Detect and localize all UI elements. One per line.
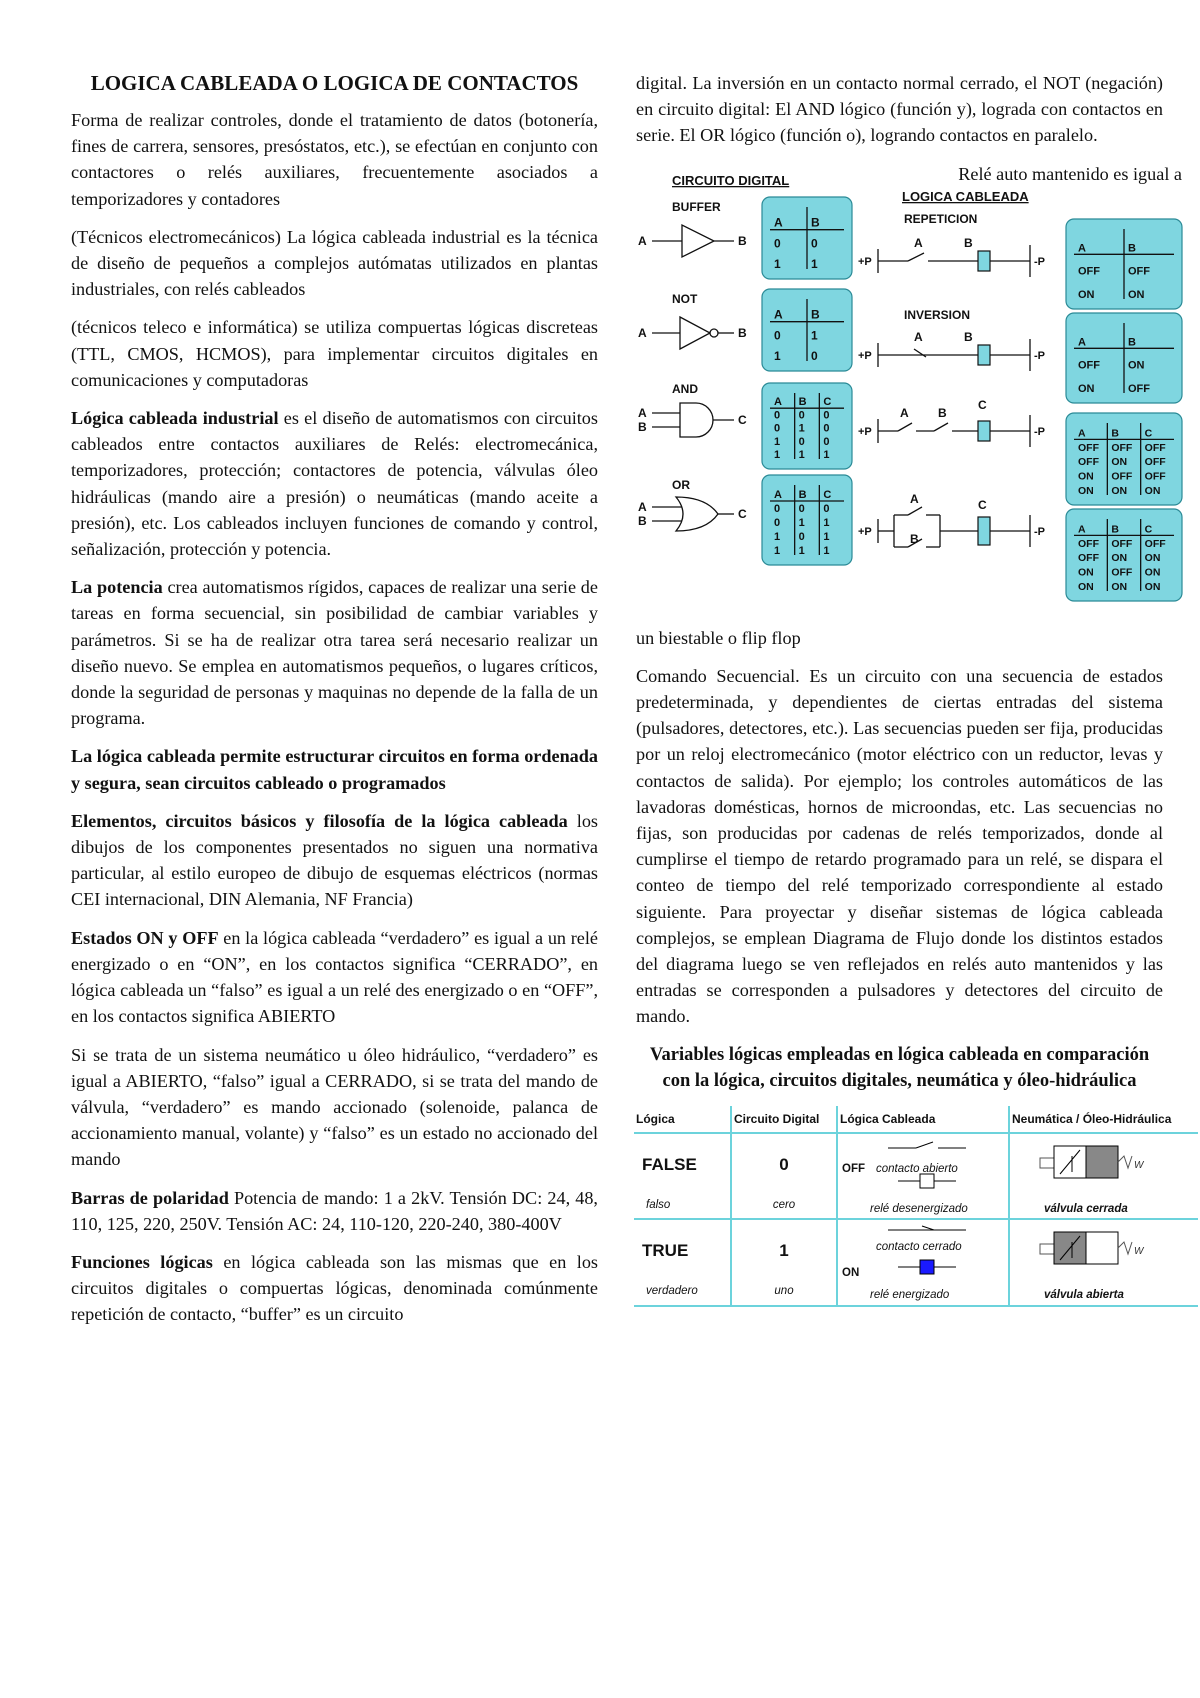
contact-b — [934, 423, 948, 431]
truth-cell: 1 — [774, 448, 781, 461]
truth-cell: 0 — [774, 516, 781, 529]
bold-lead: Elementos, circuitos básicos y filosofía de la lógica cableada — [71, 810, 568, 831]
paragraph: Barras de polaridad Potencia de mando: 1 a 2kV. Tensión DC: 24, 48, 110, 125, 220, 250V. Tensión AC: 24, 110-120, 220-240, 380-400V — [71, 1187, 598, 1234]
truth-cell: 1 — [823, 544, 830, 557]
header-neumatica: Neumática / Óleo-Hidráulica — [1009, 1106, 1198, 1133]
input-label: A — [638, 499, 647, 514]
plus-pole: +P — [858, 255, 872, 268]
truth-cell: ON — [1128, 359, 1145, 372]
paragraph — [71, 743, 598, 795]
truth-cell: 0 — [823, 435, 830, 448]
truth-cell: 1 — [823, 448, 830, 461]
truth-cell: A — [1078, 523, 1086, 536]
paragraph: Funciones lógicas en lógica cableada son las mismas que en los circuitos digitales o compuertas lógicas, denominada comúnmente repetición de contacto, “buffer” es un circuito — [71, 1251, 598, 1325]
bold-lead: Funciones lógicas — [71, 1251, 213, 1272]
truth-cell: 1 — [798, 544, 805, 557]
truth-cell: B — [1111, 523, 1119, 536]
output-label: C — [738, 412, 747, 427]
paragraph: Estados ON y OFF en la lógica cableada “verdadero” es igual a un relé energizado o en “ON”, en los contactos significa “CERRADO”, en lógica cableada un “falso” es igual a un relé des energizado o en “OFF”, en los contactos significa ABIERTO — [71, 927, 599, 1027]
relay-coil — [978, 251, 990, 271]
truth-cell: ON — [1111, 484, 1128, 497]
paragraph: Lógica cableada industrial es el diseño de automatismos con circuitos cableados entre contactos auxiliares de Relés: electromecánica, temporizadores, protección; contactores de potencia, válvulas óleo hidráulicas (mando aire a presión) o neumáticas (mando aceite a presión), etc. Los cableados incluyen funciones de comando y control, señalización, protección y potencia. — [71, 408, 598, 560]
input-label: B — [638, 419, 647, 434]
bold-lead: Lógica cableada industrial — [71, 408, 279, 429]
truth-cell: B — [1111, 427, 1119, 440]
truth-cell: 0 — [774, 409, 781, 422]
right-column — [636, 70, 1182, 1307]
truth-cell: 0 — [774, 235, 781, 250]
output-label: B — [738, 233, 747, 248]
gate-label: BUFFER — [672, 199, 721, 214]
contact-a — [908, 507, 922, 515]
truth-cell: A — [1078, 241, 1086, 254]
truth-cell: 1 — [774, 544, 781, 557]
truth-cell: OFF — [1111, 566, 1133, 579]
truth-cell: 0 — [798, 502, 805, 515]
plus-pole: +P — [858, 349, 872, 362]
truth-cell: C — [823, 395, 832, 408]
svg-text:W: W — [1134, 1159, 1144, 1171]
relay-coil — [978, 517, 990, 545]
paragraph: (técnicos teleco e informática) se utiliza compuertas lógicas discreteas (TTL, CMOS, HCMOS), para implementar circuitos digitales en comunicaciones y computadoras — [71, 317, 598, 390]
circuito-digital-heading: CIRCUITO DIGITAL — [672, 172, 790, 188]
header-digital: Circuito Digital — [731, 1106, 837, 1133]
coil-label: B — [964, 235, 973, 250]
paragraph: digital. La inversión en un contacto normal cerrado, el NOT (negación) en circuito digital: El AND lógico (función y), lograda con contactos en serie. El OR lógico (función o), logrando contactos en paralelo. — [636, 73, 1163, 146]
truth-cell: OFF — [1111, 441, 1133, 454]
paragraph: La potencia crea automatismos rígidos, capaces de realizar una serie de tareas en forma secuencial, sin posibilidad de cambiar variables y parámetros. Si se ha de realizar otra tarea será necesario realizar un diseño nuevo. Se emplea en automatismos pequeños, o lugares críticos, donde la seguridad de personas y maquinas no depende de la falla de un programa. — [71, 577, 598, 729]
or-gate — [676, 497, 718, 531]
paragraph: (Técnicos electromecánicos) La lógica cableada industrial es la técnica de diseño de pequeños a complejos autómatas utilizados en plantas industriales, con relés cableados — [71, 226, 598, 300]
truth-cell: ON — [1144, 484, 1161, 497]
truth-cell: OFF — [1078, 359, 1100, 372]
truth-cell: ON — [1111, 455, 1128, 468]
input-label: B — [638, 513, 647, 528]
truth-cell: 0 — [811, 235, 818, 250]
and-gate — [680, 403, 713, 437]
document-title: LOGICA CABLEADA O LOGICA DE CONTACTOS — [90, 71, 579, 95]
truth-cell: ON — [1078, 566, 1094, 579]
truth-cell: OFF — [1078, 265, 1100, 278]
truth-cell: OFF — [1144, 441, 1166, 454]
coil-label: C — [978, 397, 987, 412]
paragraph: Si se trata de un sistema neumático u óleo hidráulico, “verdadero” es igual a ABIERTO, “falso” igual a CERRADO, si se trata del mando de válvula, “verdadero” es mando accionado (solenoide, palanca de accionamiento manual, volante) y “falso” es un estado no accionado del mando — [71, 1044, 598, 1170]
truth-cell: B — [798, 395, 807, 408]
logica-cableada-heading: LOGICA CABLEADA — [902, 188, 1029, 204]
input-label: A — [638, 325, 647, 340]
table-caption: Variables lógicas empleadas en lógica cableada en comparación con la lógica, circuitos digitales, neumática y óleo-hidráulica — [649, 1044, 1150, 1091]
truth-cell: ON — [1144, 566, 1161, 579]
header-logica: Lógica — [634, 1106, 731, 1133]
truth-cell: 0 — [798, 409, 805, 422]
truth-cell: ON — [1078, 382, 1095, 395]
truth-cell: A — [774, 395, 782, 408]
truth-cell: A — [774, 307, 783, 322]
truth-cell: C — [823, 488, 832, 501]
truth-cell: B — [811, 307, 820, 322]
input-label: A — [638, 233, 647, 248]
truth-cell: 1 — [774, 256, 781, 271]
truth-cell: A — [1078, 335, 1086, 348]
truth-cell: A — [1078, 427, 1086, 440]
rung-label: INVERSION — [904, 307, 971, 322]
paragraph: un biestable o flip flop — [636, 627, 801, 648]
buffer-gate — [682, 225, 714, 257]
truth-cell: 0 — [774, 502, 781, 515]
paragraph: Comando Secuencial. Es un circuito con una secuencia de estados predeterminada, y dependientes de ciertas entradas del sistema (pulsadores, detectores, etc.). Las secuencias pueden ser fija, producidas por un reloj electromecánico (motor eléctrico con un reductor, levas y contactos de salida). Por ejemplo; los controles automáticos de las lavadoras domésticas, hornos de microondas, etc. Las secuencias no fijas, son producidas por cadenas de relés temporizados, donde al cumplirse el tiempo de retardo programado para un relé, se dispara el conteo de tiempo del relé temporizado correspondiente al estado siguiente. Para proyectar y diseñar sistemas de lógica cableada complejos, se emplean Diagrama de Flujo donde los distintos estados del diagrama luego se ven reflejados en relés auto mantenidos y las entradas se corresponden a pulsadores y detectores del circuito de mando. — [636, 665, 1163, 1027]
contact-label: A — [900, 405, 909, 420]
truth-cell: OFF — [1128, 382, 1150, 395]
minus-pole: -P — [1034, 255, 1045, 268]
truth-cell: 1 — [774, 435, 781, 448]
truth-cell: B — [1128, 335, 1136, 348]
bold-lead: Estados ON y OFF — [71, 927, 219, 948]
truth-cell: ON — [1111, 580, 1128, 593]
truth-cell: 1 — [774, 348, 781, 363]
minus-pole: -P — [1034, 349, 1045, 362]
output-label: C — [738, 506, 747, 521]
input-label: A — [638, 405, 647, 420]
bold-statement: La lógica cableada permite estructurar circuitos en forma ordenada y segura, sean circuitos cableado o programados — [71, 746, 598, 793]
plus-pole: +P — [858, 425, 872, 438]
not-bubble — [710, 329, 718, 337]
paragraph: Elementos, circuitos básicos y filosofía de la lógica cableada los dibujos de los componentes presentados no siguen una normativa particular, al estilo europeo de dibujo de esquemas eléctricos (normas CEI internacional, DIN Alemania, NF Francia) — [71, 810, 598, 910]
contact-a — [898, 423, 912, 431]
truth-cell: 0 — [811, 348, 818, 363]
truth-cell: OFF — [1078, 455, 1099, 468]
truth-cell: OFF — [1111, 537, 1133, 550]
plus-pole: +P — [858, 525, 872, 538]
logic-diagram-svg — [634, 161, 1188, 621]
truth-cell: 0 — [774, 422, 781, 435]
coil-label: B — [964, 329, 973, 344]
gate-label: OR — [672, 477, 690, 492]
output-label: B — [738, 325, 747, 340]
truth-cell: B — [798, 488, 807, 501]
truth-cell: OFF — [1078, 441, 1099, 454]
truth-cell: B — [1128, 241, 1136, 254]
truth-cell: 1 — [774, 530, 781, 543]
truth-cell: 1 — [798, 516, 805, 529]
truth-cell: 0 — [798, 530, 805, 543]
gate-label: AND — [672, 381, 698, 396]
svg-text:W: W — [1134, 1246, 1144, 1258]
truth-cell: ON — [1144, 580, 1161, 593]
coil-label: C — [978, 497, 987, 512]
truth-cell: C — [1144, 427, 1153, 440]
rung-label: REPETICION — [904, 211, 978, 226]
not-gate — [680, 317, 710, 349]
contact-nc — [914, 349, 926, 357]
minus-pole: -P — [1034, 425, 1045, 438]
truth-cell: OFF — [1144, 455, 1166, 468]
truth-cell: OFF — [1111, 470, 1133, 483]
truth-cell: 0 — [823, 409, 830, 422]
truth-cell: ON — [1078, 580, 1094, 593]
truth-cell: OFF — [1144, 470, 1166, 483]
contact-label: B — [938, 405, 947, 420]
logic-variables-table — [634, 1106, 1198, 1307]
truth-cell: OFF — [1144, 537, 1166, 550]
table-row: TRUE verdadero 1 uno ON contacto cerrado relé energizado W válvula abierta — [634, 1219, 1198, 1305]
truth-cell: 0 — [823, 502, 830, 515]
truth-cell: 0 — [798, 435, 805, 448]
truth-cell: ON — [1078, 484, 1094, 497]
truth-cell: 1 — [811, 256, 818, 271]
gate-label: NOT — [672, 291, 698, 306]
relay-caption: Relé auto mantenido es igual a — [958, 163, 1182, 184]
contact-label: A — [914, 329, 923, 344]
bold-lead: La potencia — [71, 577, 163, 598]
contact-label: A — [914, 235, 923, 250]
header-cableada: Lógica Cableada — [837, 1106, 1009, 1133]
truth-cell: 1 — [798, 422, 805, 435]
relay-coil — [978, 421, 990, 441]
relay-coil — [978, 345, 990, 365]
logic-diagram — [634, 161, 1188, 621]
truth-cell: OFF — [1078, 551, 1099, 564]
truth-cell: OFF — [1128, 265, 1150, 278]
truth-cell: ON — [1078, 288, 1095, 301]
truth-cell: OFF — [1078, 537, 1099, 550]
left-column — [71, 70, 598, 1340]
truth-cell: A — [774, 215, 783, 230]
contact-label: B — [910, 531, 919, 546]
truth-cell: 0 — [823, 422, 830, 435]
truth-cell: ON — [1128, 288, 1145, 301]
bold-lead: Barras de polaridad — [71, 1187, 229, 1208]
truth-cell: 1 — [823, 516, 830, 529]
table-row: FALSE falso 0 cero OFF contacto abierto relé desenergizado W válvula cerrada — [634, 1133, 1198, 1219]
minus-pole: -P — [1034, 525, 1045, 538]
truth-cell: ON — [1111, 551, 1128, 564]
truth-cell: 0 — [774, 327, 781, 342]
contact-no — [908, 253, 924, 261]
truth-cell: ON — [1078, 470, 1094, 483]
truth-cell: C — [1144, 523, 1153, 536]
contact-label: A — [910, 491, 919, 506]
truth-cell: ON — [1144, 551, 1161, 564]
truth-cell: B — [811, 215, 820, 230]
paragraph: Forma de realizar controles, donde el tratamiento de datos (botonería, fines de carrera, sensores, presóstatos, etc.), se efectúan en conjunto con contactores o relés auxiliares, frecuentemente asociados a temporizadores y contadores — [71, 110, 598, 209]
truth-cell: A — [774, 488, 782, 501]
truth-cell: 1 — [811, 327, 818, 342]
truth-cell: 1 — [798, 448, 805, 461]
truth-cell: 1 — [823, 530, 830, 543]
